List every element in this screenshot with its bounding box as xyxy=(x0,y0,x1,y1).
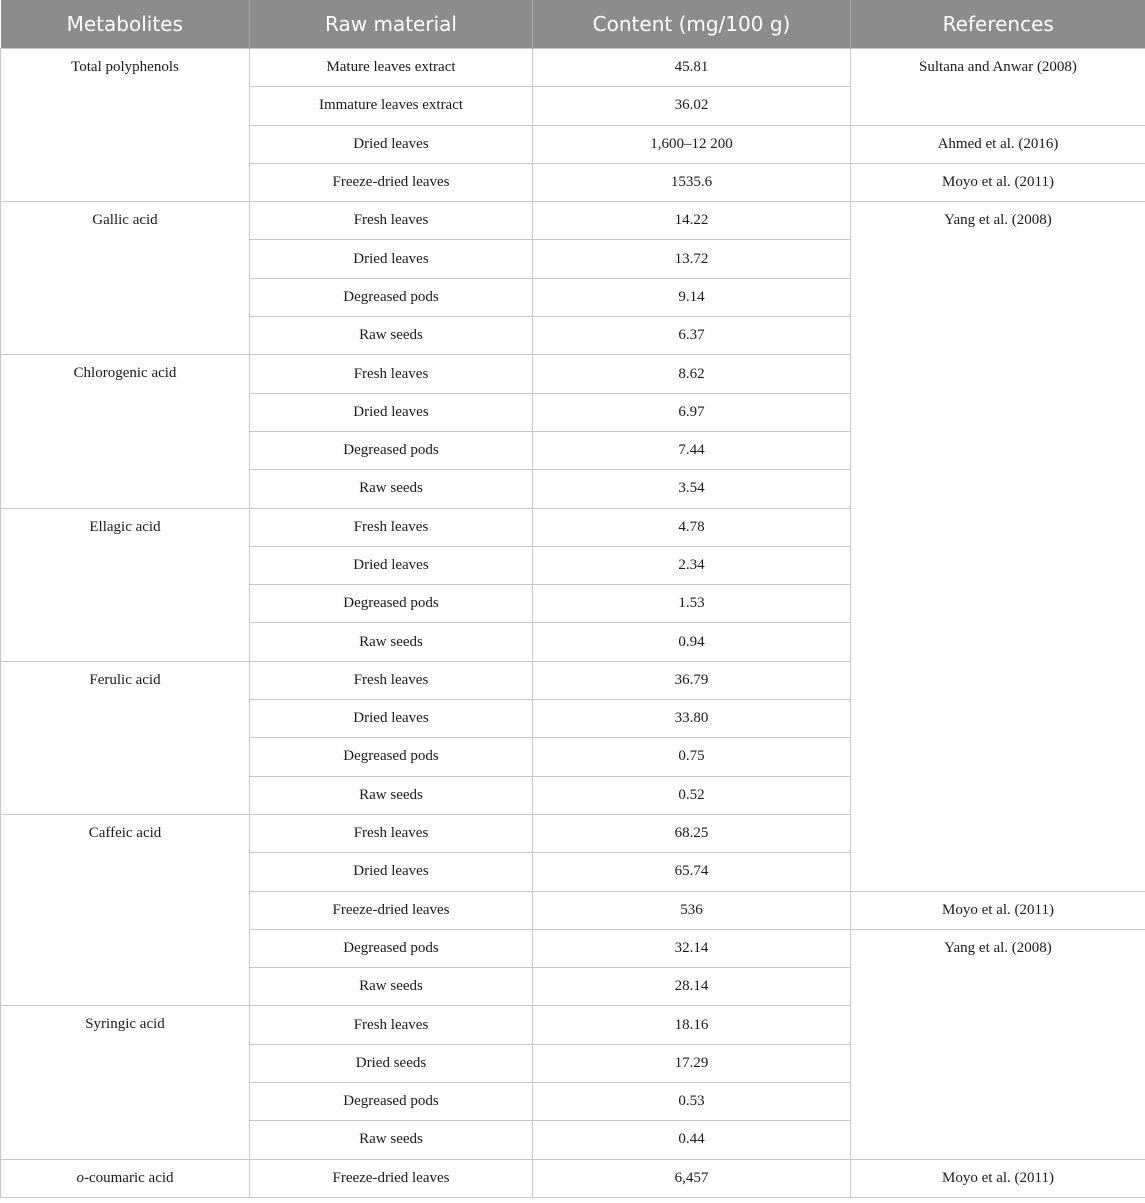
content-cell: 4.78 xyxy=(533,508,851,546)
raw-material-cell: Raw seeds xyxy=(250,623,533,661)
raw-material-cell: Degreased pods xyxy=(250,585,533,623)
content-cell: 36.02 xyxy=(533,87,851,125)
content-cell: 18.16 xyxy=(533,1006,851,1044)
content-cell: 0.94 xyxy=(533,623,851,661)
raw-material-cell: Raw seeds xyxy=(250,968,533,1006)
header-content: Content (mg/100 g) xyxy=(533,0,851,49)
content-cell: 6.37 xyxy=(533,317,851,355)
raw-material-cell: Degreased pods xyxy=(250,1083,533,1121)
content-cell: 28.14 xyxy=(533,968,851,1006)
metabolite-prefix: o xyxy=(76,1169,84,1186)
raw-material-cell: Dried leaves xyxy=(250,393,533,431)
reference-cell: Moyo et al. (2011) xyxy=(851,163,1145,201)
content-cell: 32.14 xyxy=(533,929,851,967)
reference-cell: Moyo et al. (2011) xyxy=(851,891,1145,929)
raw-material-cell: Degreased pods xyxy=(250,929,533,967)
raw-material-cell: Raw seeds xyxy=(250,1121,533,1159)
raw-material-cell: Freeze-dried leaves xyxy=(250,891,533,929)
metabolite-cell: Gallic acid xyxy=(1,202,250,355)
content-cell: 536 xyxy=(533,891,851,929)
content-cell: 8.62 xyxy=(533,355,851,393)
header-metabolites: Metabolites xyxy=(1,0,250,49)
raw-material-cell: Dried leaves xyxy=(250,700,533,738)
content-cell: 1535.6 xyxy=(533,163,851,201)
metabolite-suffix: -coumaric acid xyxy=(83,1169,174,1186)
metabolite-cell: Ferulic acid xyxy=(1,661,250,814)
reference-cell: Yang et al. (2008) xyxy=(851,202,1145,891)
raw-material-cell: Dried seeds xyxy=(250,1044,533,1082)
raw-material-cell: Raw seeds xyxy=(250,470,533,508)
content-cell: 17.29 xyxy=(533,1044,851,1082)
raw-material-cell: Mature leaves extract xyxy=(250,49,533,87)
metabolite-cell: Chlorogenic acid xyxy=(1,355,250,508)
raw-material-cell: Raw seeds xyxy=(250,776,533,814)
metabolite-cell: Ellagic acid xyxy=(1,508,250,661)
content-cell: 36.79 xyxy=(533,661,851,699)
raw-material-cell: Fresh leaves xyxy=(250,202,533,240)
table-row xyxy=(1,1159,1145,1197)
raw-material-cell: Raw seeds xyxy=(250,317,533,355)
content-cell: 6,457 xyxy=(533,1159,851,1197)
content-cell: 9.14 xyxy=(533,278,851,316)
metabolite-cell xyxy=(1,1159,250,1197)
raw-material-cell: Degreased pods xyxy=(250,278,533,316)
metabolite-cell: Syringic acid xyxy=(1,1006,250,1159)
content-cell: 13.72 xyxy=(533,240,851,278)
content-cell: 45.81 xyxy=(533,49,851,87)
raw-material-cell: Fresh leaves xyxy=(250,814,533,852)
metabolite-cell: Caffeic acid xyxy=(1,814,250,1005)
content-cell: 2.34 xyxy=(533,546,851,584)
table-row xyxy=(1,202,1145,240)
raw-material-cell: Dried leaves xyxy=(250,240,533,278)
content-cell: 3.54 xyxy=(533,470,851,508)
raw-material-cell: Degreased pods xyxy=(250,738,533,776)
raw-material-cell: Fresh leaves xyxy=(250,355,533,393)
raw-material-cell: Fresh leaves xyxy=(250,508,533,546)
header-references: References xyxy=(851,0,1145,49)
raw-material-cell: Fresh leaves xyxy=(250,1006,533,1044)
raw-material-cell: Degreased pods xyxy=(250,431,533,469)
content-cell: 1.53 xyxy=(533,585,851,623)
table-row xyxy=(1,49,1145,87)
raw-material-cell: Immature leaves extract xyxy=(250,87,533,125)
content-cell: 65.74 xyxy=(533,853,851,891)
metabolite-cell: Total polyphenols xyxy=(1,49,250,202)
reference-cell: Ahmed et al. (2016) xyxy=(851,125,1145,163)
content-cell: 33.80 xyxy=(533,700,851,738)
header-raw-material: Raw material xyxy=(250,0,533,49)
raw-material-cell: Freeze-dried leaves xyxy=(250,1159,533,1197)
raw-material-cell: Dried leaves xyxy=(250,125,533,163)
raw-material-cell: Freeze-dried leaves xyxy=(250,163,533,201)
header-row xyxy=(1,0,1145,49)
content-cell: 0.53 xyxy=(533,1083,851,1121)
content-cell: 6.97 xyxy=(533,393,851,431)
content-cell: 14.22 xyxy=(533,202,851,240)
raw-material-cell: Dried leaves xyxy=(250,546,533,584)
reference-cell: Sultana and Anwar (2008) xyxy=(851,49,1145,126)
raw-material-cell: Fresh leaves xyxy=(250,661,533,699)
content-cell: 68.25 xyxy=(533,814,851,852)
content-cell: 1,600–12 200 xyxy=(533,125,851,163)
reference-cell: Moyo et al. (2011) xyxy=(851,1159,1145,1197)
content-cell: 7.44 xyxy=(533,431,851,469)
raw-material-cell: Dried leaves xyxy=(250,853,533,891)
content-cell: 0.44 xyxy=(533,1121,851,1159)
content-cell: 0.75 xyxy=(533,738,851,776)
reference-cell: Yang et al. (2008) xyxy=(851,929,1145,1159)
content-cell: 0.52 xyxy=(533,776,851,814)
